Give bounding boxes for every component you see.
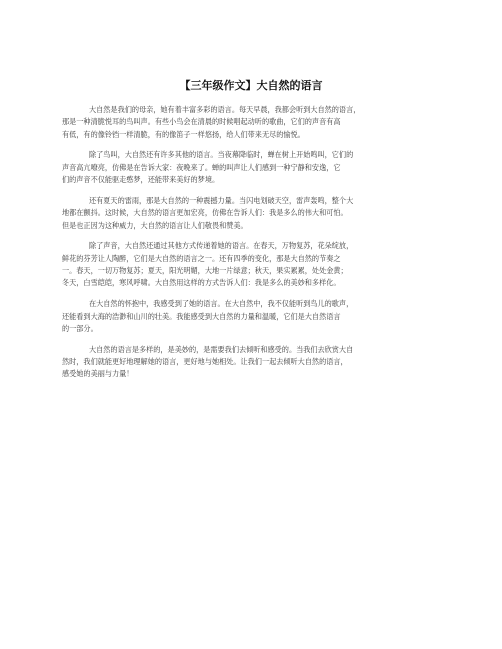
document-body [62, 104, 442, 389]
paragraph-line: 大自然的语言是多样的，是美妙的，是需要我们去倾听和感受的。当我们去欣赏大自 [89, 344, 354, 354]
paragraph-line: 在大自然的怀抱中，我感受到了她的语言。在大自然中，我不仅能听到鸟儿的歌声， [89, 299, 354, 309]
paragraph-line: 除了鸟叫，大自然还有许多其他的语言。当夜幕降临时，蝉在树上开始鸣叫，它们的 [89, 150, 354, 160]
paragraph-line: 还有夏天的雷雨，那是大自然的一种震撼力量。当闪电划破天空，雷声轰鸣，整个大 [89, 195, 354, 205]
paragraph-6 [62, 344, 442, 381]
paragraph-line: 那是一种清脆悦耳的鸟叫声。有些小鸟会在清晨的时候唱起动听的歌曲，它们的声音有高 [62, 117, 341, 127]
paragraph-line: 们的声音不仅能驱走憨梦，还能带来美好的梦境。 [62, 175, 220, 185]
paragraph-line: 冬天，白雪皑皑，寒风呼啸。大自然用这样的方式告诉人们：我是多么的美妙和多样化。 [62, 278, 341, 288]
paragraph-line: 鲜花的芬芳让人陶醉，它们是大自然的语言之一。还有四季的变化，那是大自然的节奏之 [62, 253, 341, 263]
paragraph-line: 但是也正因为这种威力，大自然的语言让人们敬畏和赞美。 [62, 220, 248, 230]
paragraph-4 [62, 240, 442, 289]
paragraph-line: 声音高亢嘹亮，仿佛是在告诉大家：夜晚来了。蝉的叫声让人们感到一种宁静和安逸，它 [62, 162, 341, 172]
paragraph-line: 感受她的美丽与力量！ [62, 369, 134, 379]
paragraph-line: 地都在颤抖。这时候，大自然的语言更加宏亮，仿佛在告诉人们：我是多么的伟大和可怕。 [62, 208, 348, 218]
paragraph-3 [62, 195, 442, 232]
paragraph-line: 除了声音，大自然还通过其他方式传递着她的语言。在春天，万物复苏，花朵绽放， [89, 241, 354, 251]
document-title: 【三年级作文】大自然的语言 [179, 79, 323, 92]
paragraph-line: 然时，我们就能更好地理解她的语言，更好地与她相处。让我们一起去倾听大自然的语言， [62, 357, 348, 367]
paragraph-line: 的一部分。 [62, 323, 98, 333]
paragraph-1 [62, 104, 442, 141]
paragraph-line: 大自然是我们的母亲，她有着丰富多彩的语言。每天早晨，我都会听到大自然的语言， [89, 105, 361, 114]
paragraph-line: 还能看到大海的浩渺和山川的壮美。我能感受到大自然的力量和温暖，它们是大自然语言 [62, 311, 341, 321]
paragraph-5 [62, 298, 442, 335]
paragraph-line: 一。春天，一切万物复苏；夏天，阳光明媚，大地一片绿意；秋天，果实累累，处处金黄； [62, 266, 348, 276]
paragraph-2 [62, 149, 442, 186]
paragraph-line: 有低，有的像铃铛一样清脆，有的像笛子一样悠扬，给人们带来无尽的愉悦。 [62, 129, 305, 139]
